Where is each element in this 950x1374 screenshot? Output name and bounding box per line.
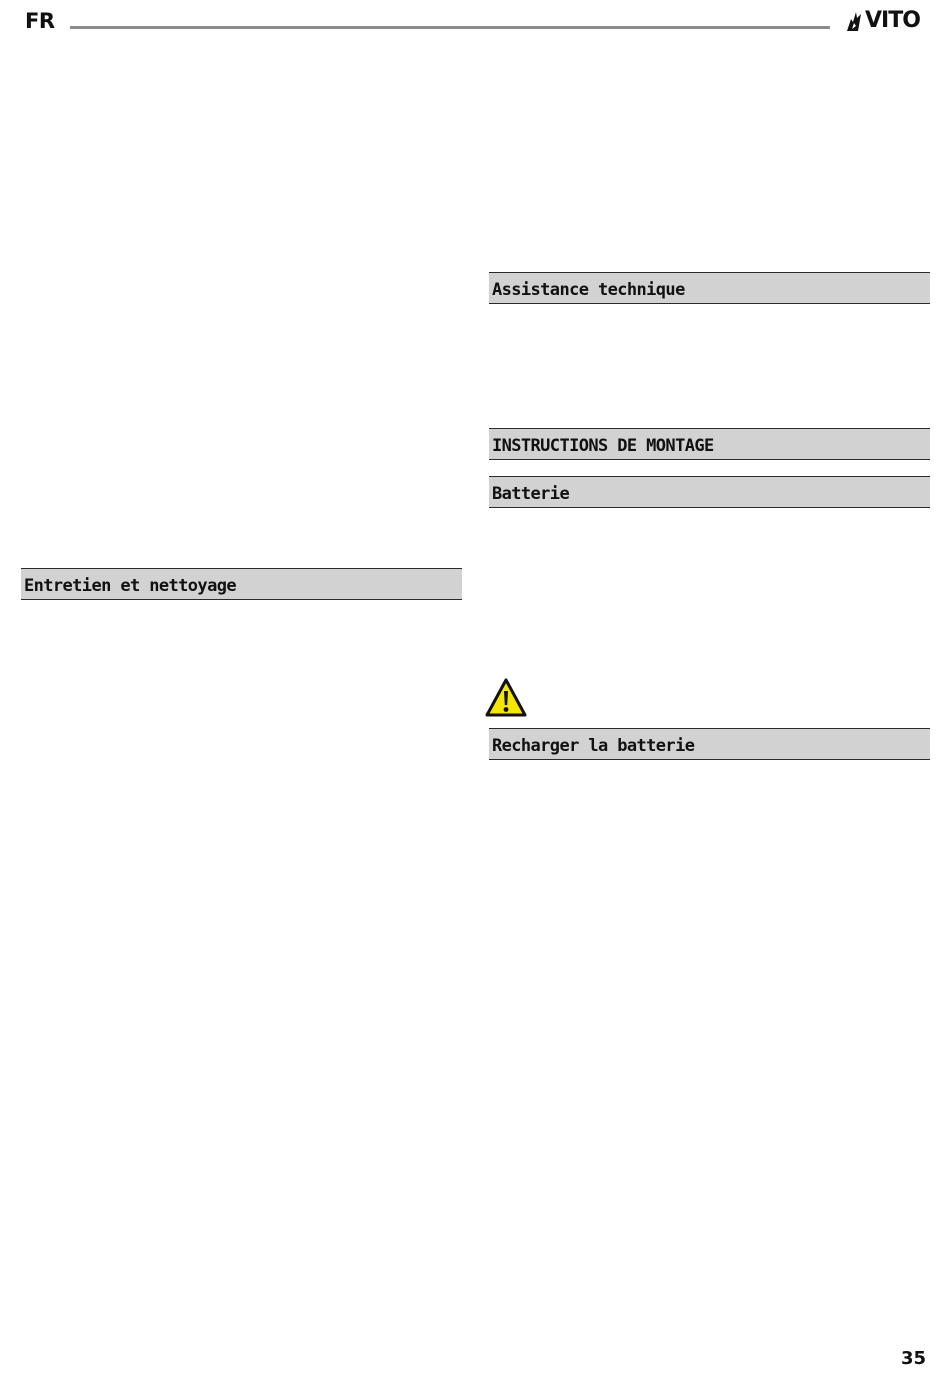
- brand-name: VITO: [865, 8, 920, 33]
- warning-triangle-icon: [484, 677, 528, 719]
- section-heading-label: INSTRUCTIONS DE MONTAGE: [492, 436, 714, 456]
- header-rule: [70, 26, 830, 29]
- section-heading-label: Assistance technique: [492, 280, 685, 300]
- section-heading-label: Batterie: [492, 484, 570, 504]
- brand-logo: [845, 8, 929, 34]
- page-number: 35: [900, 1348, 926, 1369]
- language-code: FR: [25, 9, 55, 33]
- section-heading-battery: [489, 476, 930, 508]
- section-heading-assembly-instructions: [489, 428, 930, 460]
- section-heading-label: Entretien et nettoyage: [24, 576, 236, 596]
- section-heading-charge-battery: [489, 728, 930, 760]
- section-heading-label: Recharger la batterie: [492, 736, 695, 756]
- flame-mark-icon: [845, 10, 863, 32]
- section-heading-maintenance: [21, 568, 462, 600]
- section-heading-technical-support: [489, 272, 930, 304]
